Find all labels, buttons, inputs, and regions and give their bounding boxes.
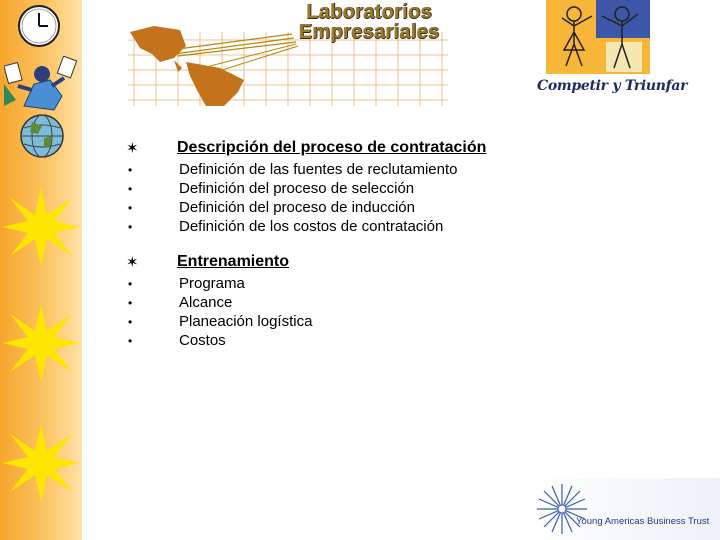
- list-item: [126, 312, 546, 331]
- logo-title: [288, 2, 450, 42]
- list-item-text: Definición del proceso de selección: [179, 180, 415, 197]
- children-logo: [546, 0, 650, 74]
- section-heading: [126, 136, 546, 160]
- bullet-dot-icon: •: [128, 181, 133, 196]
- bullet-dot-icon: •: [128, 314, 133, 329]
- list-item-text: Programa: [179, 275, 245, 292]
- slide-content: [126, 136, 546, 364]
- bullet-dot-icon: •: [128, 276, 133, 291]
- trust-name: Young Americas Business Trust: [576, 516, 710, 527]
- bullet-dot-icon: •: [128, 333, 133, 348]
- bullet-dot-icon: •: [128, 162, 133, 177]
- logo-title-line2: Empresariales: [298, 21, 440, 43]
- section-entrenamiento: [126, 250, 546, 350]
- logo-title-line1: Laboratorios: [306, 1, 432, 23]
- item-list: [126, 160, 546, 236]
- globe-icon: [18, 112, 66, 160]
- sun-icon: [2, 188, 80, 266]
- list-item-text: Definición del proceso de inducción: [179, 199, 415, 216]
- list-item: [126, 274, 546, 293]
- list-item-text: Costos: [179, 332, 226, 349]
- list-item-text: Planeación logística: [179, 313, 313, 330]
- sun-icon: [2, 424, 80, 502]
- list-item-text: Definición de las fuentes de reclutamiento: [179, 161, 458, 178]
- section-title: Entrenamiento: [177, 253, 290, 270]
- starburst-icon: [535, 482, 589, 536]
- section-heading: [126, 250, 546, 274]
- sun-icon: [2, 304, 80, 382]
- bullet-dot-icon: •: [128, 200, 133, 215]
- list-item: [126, 179, 546, 198]
- list-item: [126, 198, 546, 217]
- clock-icon: [17, 4, 61, 48]
- bullet-dot-icon: •: [128, 219, 133, 234]
- list-item: [126, 293, 546, 312]
- list-item-text: Alcance: [179, 294, 233, 311]
- star-bullet-icon: ✶: [126, 254, 139, 271]
- star-bullet-icon: ✶: [126, 140, 139, 157]
- businessman-with-papers-icon: [4, 56, 78, 112]
- list-item: [126, 331, 546, 350]
- young-americas-logo: [529, 478, 720, 540]
- list-item: [126, 160, 546, 179]
- tagline: Competir y Triunfar: [537, 78, 688, 94]
- list-item-text: Definición de los costos de contratación: [179, 218, 444, 235]
- bullet-dot-icon: •: [128, 295, 133, 310]
- section-title: Descripción del proceso de contratación: [177, 139, 487, 156]
- section-contratacion: [126, 136, 546, 236]
- list-item: [126, 217, 546, 236]
- item-list: [126, 274, 546, 350]
- decorative-sidebar: [0, 0, 82, 540]
